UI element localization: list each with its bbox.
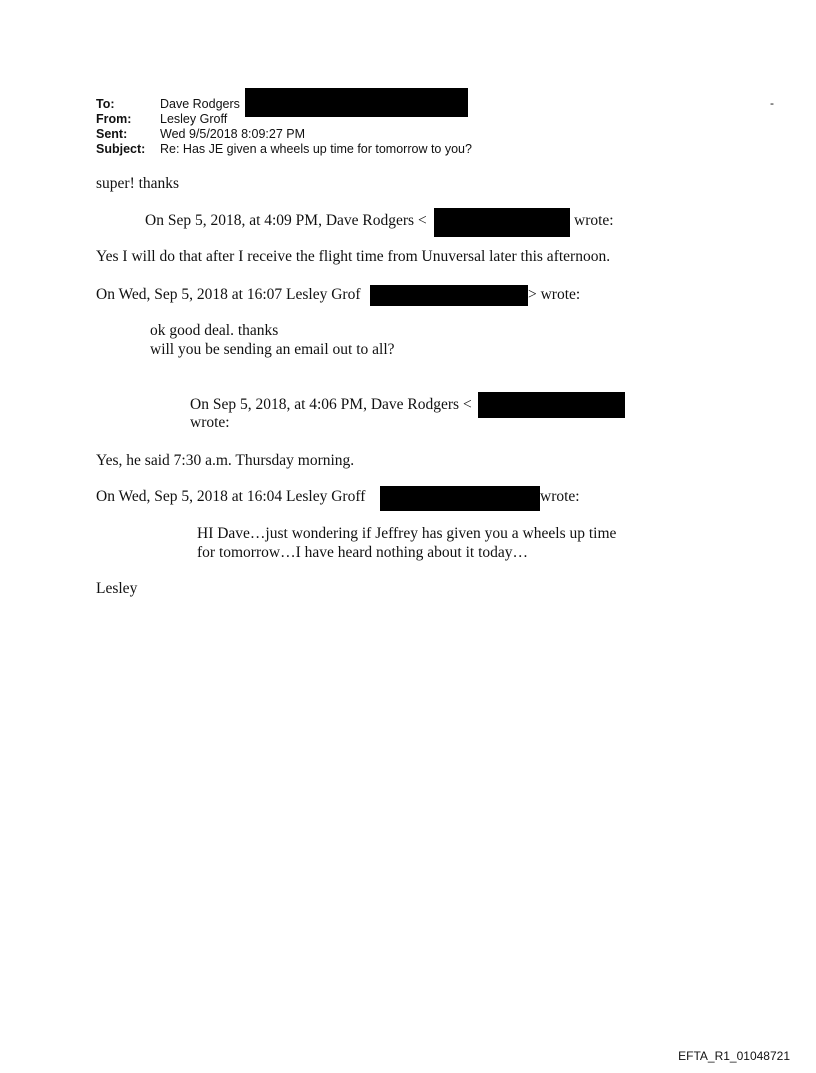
reply-2: Yes I will do that after I receive the flight time from Unuversal later this afternoon. [96,248,611,265]
redaction-box [478,392,625,418]
from-value: Lesley Groff [160,112,228,126]
quote-3-prefix: On Sep 5, 2018, at 4:06 PM, Dave Rodgers < [190,396,472,413]
redaction-box [380,486,540,511]
to-label: To: [96,97,115,111]
quote-4-prefix: On Wed, Sep 5, 2018 at 16:04 Lesley Groff [96,488,366,505]
subject-value: Re: Has JE given a wheels up time for tomorrow to you? [160,142,472,156]
quote-3-suffix: wrote: [190,414,230,431]
reply-4: Yes, he said 7:30 a.m. Thursday morning. [96,452,355,469]
reply-1: super! thanks [96,175,180,192]
redaction-box [370,285,528,306]
quote-2-prefix: On Wed, Sep 5, 2018 at 16:07 Lesley Grof [96,286,361,303]
signature: Lesley [96,580,138,597]
to-value: Dave Rodgers [160,97,240,111]
reply-5-line-1: HI Dave…just wondering if Jeffrey has given you a wheels up time [197,525,617,542]
sent-value: Wed 9/5/2018 8:09:27 PM [160,127,306,141]
redaction-box [245,88,468,117]
document-id: EFTA_R1_01048721 [678,1049,790,1063]
from-label: From: [96,112,132,126]
email-header [0,0,816,170]
reply-3-line-2: will you be sending an email out to all? [150,341,395,358]
redaction-box [434,208,570,237]
quote-1-prefix: On Sep 5, 2018, at 4:09 PM, Dave Rodgers < [145,212,427,229]
reply-5-line-2: for tomorrow…I have heard nothing about it today… [197,544,529,561]
quote-2-suffix: > wrote: [528,286,581,303]
quote-1-suffix: wrote: [574,212,614,229]
quote-4-suffix: wrote: [540,488,580,505]
reply-3-line-1: ok good deal. thanks [150,322,279,339]
header-dash: - [770,96,774,110]
sent-label: Sent: [96,127,128,141]
subject-label: Subject: [96,142,146,156]
